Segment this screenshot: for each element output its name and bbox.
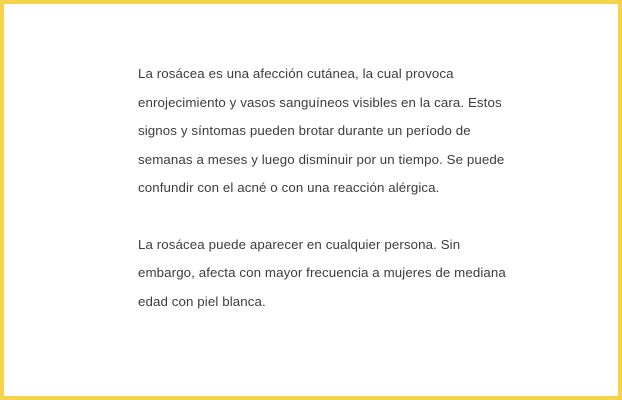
paragraph-1: La rosácea es una afección cutánea, la cual provoca enrojecimiento y vasos sanguíneos visibles en la cara. Estos signos y síntomas pueden brotar durante un período de semanas a meses y luego disminuir por un tiempo. Se puede confundir con el acné o con una reacción alérgica. [138,66,505,195]
document-text-body [138,60,518,316]
paragraph-2: La rosácea puede aparecer en cualquier persona. Sin embargo, afecta con mayor frecuencia a mujeres de mediana edad con piel blanca. [138,236,506,309]
